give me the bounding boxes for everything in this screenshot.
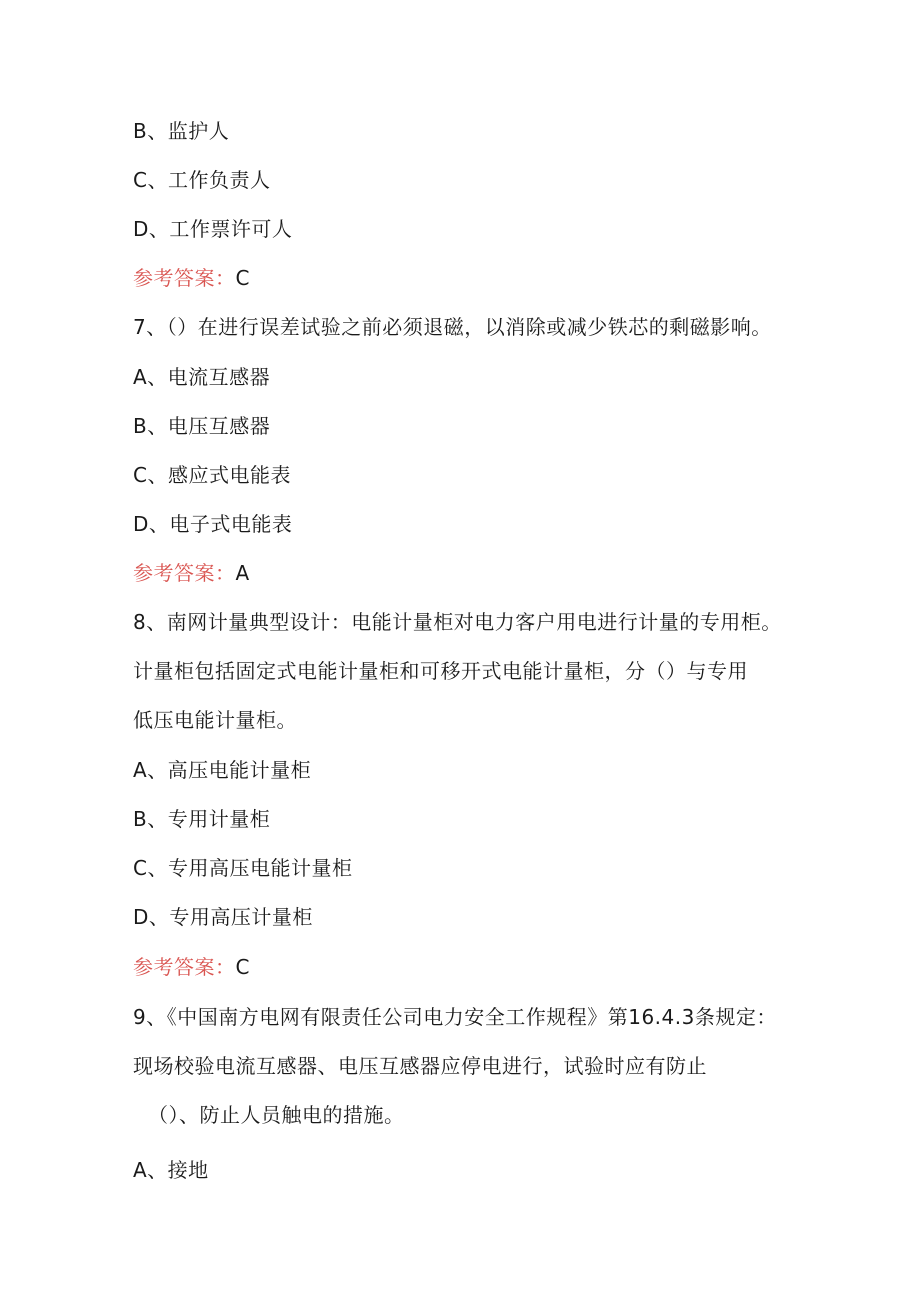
question-9-line-3: （）、防止人员触电的措施。 — [148, 1103, 405, 1127]
option-c-q6: C、工作负责人 — [133, 168, 271, 192]
answer-value: A — [235, 561, 250, 585]
answer-q7 — [133, 559, 250, 587]
question-9-line-1: 9、《中国南方电网有限责任公司电力安全工作规程》第16.4.3条规定： — [133, 1005, 777, 1029]
question-9-line-2: 现场校验电流互感器、电压互感器应停电进行，试验时应有防止 — [133, 1054, 707, 1078]
option-c-q7: C、感应式电能表 — [133, 463, 291, 487]
answer-label: 参考答案： — [133, 266, 236, 290]
answer-label: 参考答案： — [133, 955, 236, 979]
answer-value: C — [235, 955, 250, 979]
option-b-q8: B、专用计量柜 — [133, 807, 271, 831]
answer-q8 — [133, 953, 250, 981]
option-a-q7: A、电流互感器 — [133, 365, 271, 389]
answer-label: 参考答案： — [133, 561, 236, 585]
answer-value: C — [235, 266, 250, 290]
option-b-q6: B、监护人 — [133, 119, 230, 143]
answer-q6 — [133, 264, 250, 292]
option-a-q8: A、高压电能计量柜 — [133, 758, 312, 782]
question-8-line-1: 8、南网计量典型设计：电能计量柜对电力客户用电进行计量的专用柜。 — [133, 610, 782, 634]
question-8-line-2: 计量柜包括固定式电能计量柜和可移开式电能计量柜，分（）与专用 — [133, 659, 748, 683]
option-d-q6: D、工作票许可人 — [133, 217, 293, 241]
option-b-q7: B、电压互感器 — [133, 414, 271, 438]
option-d-q8: D、专用高压计量柜 — [133, 905, 313, 929]
option-c-q8: C、专用高压电能计量柜 — [133, 856, 353, 880]
question-8-line-3: 低压电能计量柜。 — [133, 708, 297, 732]
question-7: 7、（）在进行误差试验之前必须退磁，以消除或减少铁芯的剩磁影响。 — [133, 315, 772, 339]
option-d-q7: D、电子式电能表 — [133, 512, 293, 536]
option-a-q9: A、接地 — [133, 1158, 209, 1182]
